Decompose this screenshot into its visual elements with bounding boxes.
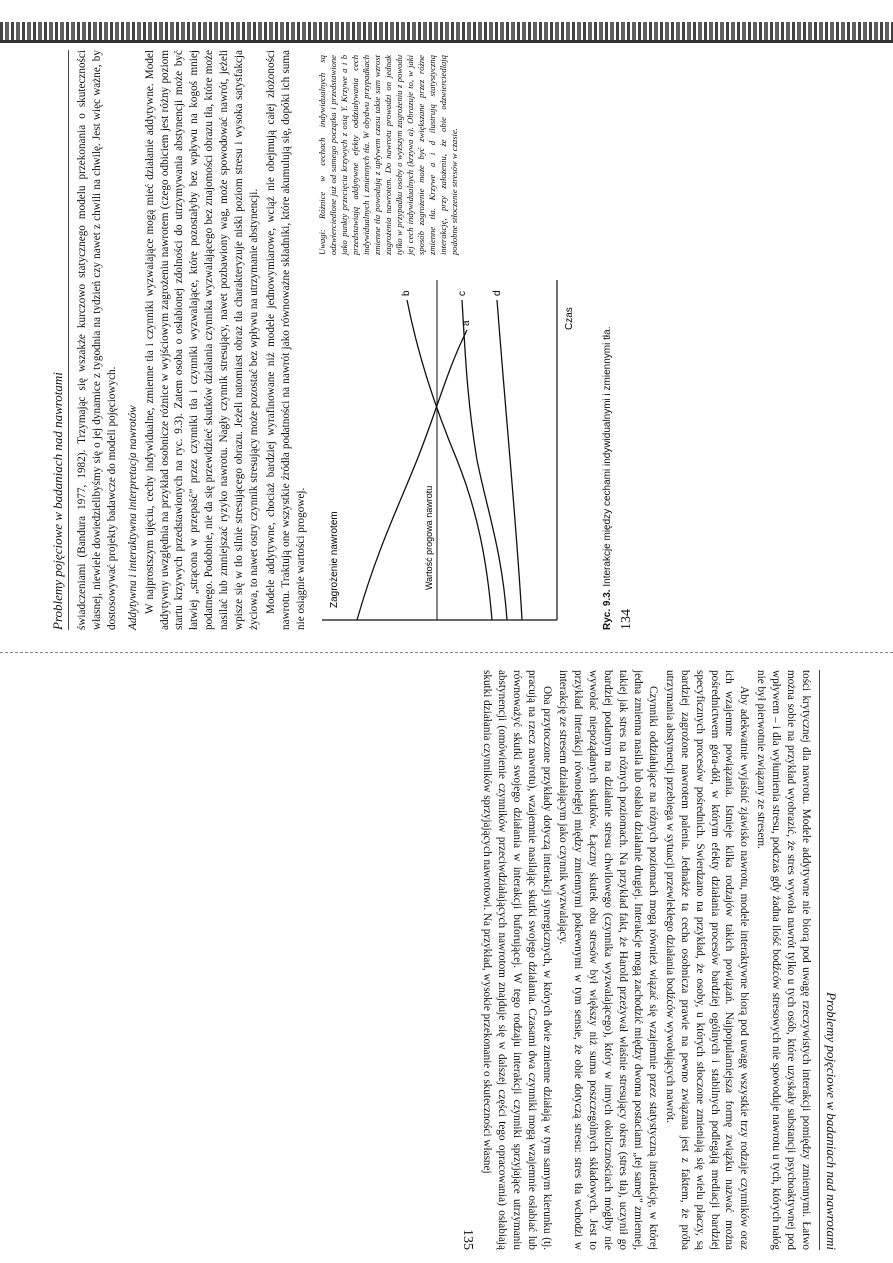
running-head: Problemy pojęciowe w badaniach nad nawrotami (50, 372, 65, 630)
running-head: Problemy pojęciowe w badaniach nad nawrotami (824, 992, 839, 1250)
section-title: Addytywna i interaktywna interpretacja nawrotów (126, 405, 139, 630)
scan-artifact-line (0, 40, 893, 43)
curve-label-d: d (491, 290, 503, 296)
curve-b (407, 300, 492, 620)
paragraph: W najprostszym ujęciu, cechy indywidualne, zmienne tła i czynniki wyzwalające mogą mieć działanie addytywne. Model addytywny uwzględnia na przykład osobnicze różnice w wyjściowym zagrożeniu nawrotem (czego odbiciem jest różny poziom startu krzywych przedstawionych na ryc. 9.3). Zatem osoba o osłabionej zdolności do utrzymywania abstynencji może być łatwiej „strącona w przepaść” przez czynniki tła i czynniki wyzwalające, które pozostałyby bez wpływu na kogoś mniej podatnego. Podobnie, nie da się przewidzieć skutków działania czynnika wyzwalającego bez znajomości obrazu tła, które może nasilać lub zmniejszać ryzyko nawrotu. Nagły czynnik stresujący, nawet pozbawiony wag, może spowodować nawrót, jeżeli wpisze się w tło silnie stresującego obrazu. Jeżeli natomiast obraz tła charakteryzuje niski poziom stresu i wysoka satysfakcja życiowa, to nawet ostry czynnik stresujący może pozostać bez wpływu na utrzymanie abstynencji. (143, 50, 260, 630)
figure-chart (317, 270, 577, 630)
x-axis-title: Czas (563, 307, 575, 330)
figure-caption-text: Interakcje między cechami indywidualnymi i zmiennymi tła. (601, 326, 613, 587)
left-page (50, 50, 870, 630)
figure-caption-label: Ryc. 9.3. (601, 589, 613, 630)
paragraph: Czynniki oddziałujące na różnych poziomach mogą również wiązać się wzajemnie przez statystyczną interakcję, w której jedna zmienna nasila lub osłabia działanie drugiej. Interakcje mogą zachodzić między dwoma postaciami „tej samej” zmiennej, takiej jak stres na różnych poziomach. Na przykład fakt, że Harold przeżywał właśnie stresujący okres (stres tła), uczynił go bardziej podatnym na działanie stresu chwilowego (czynnika wyzwalającego), który w innych okolicznościach mógłby nie wywołać niepożądanych skutków. Łączny skutek obu stresów był większy niż suma poszczególnych składowych. Jest to przykład interakcji równoległej między zmiennymi pokrewnymi w tym sensie, że obie dotyczą stresu: stres tła wchodzi w interakcję ze stresem działającym jako czynnik wyzwalający. (557, 670, 659, 1250)
figure (317, 50, 602, 630)
page-number: 135 (460, 1229, 476, 1250)
paragraph: Oba przytoczone przykłady dotyczą interakcji synergicznych, w których dwie zmienne działają w tym samym kierunku (tj. pracują na rzecz nawrotu), wzajemnie nasilając skutki swojego działania. Czasami dwa czynniki mogą wzajemnie osłabiać lub równoważyć skutki swojego działania w interakcji buforującej. W tego rodzaju interakcji czynniki sprzyjające utrzymaniu abstynencji (omówienie czynników przeciwdziałających nawrotom znajduje się w dalszej części tego opracowania) osłabiają skutki działania czynników sprzyjających nawrotowi. Na przykład, wysokie przekonanie o skuteczności własnej (480, 670, 553, 1250)
figure-caption (602, 50, 613, 630)
figure-note: Uwagi: Różnice w cechach indywidualnych są odzwierciedlone już od samego początku i przedstawione jako punkty przecięcia krzywych z osią Y. Krzywe a i b przedstawiają addytywne efekty oddziaływania cech indywidualnych i zmiennych tła. W obydwu przypadkach zmienne tła powodują z upływem czasu takie sam wzrost zagrożenia nawrotem. Do nawrotu prowadzi on jednak tylko w przypadku osoby o wyższym zagrożeniu z powodu jej cech indywidualnych (krzywa a). Obrazuje to, w jaki sposób zagrożenie może być zwiększane przez różne zmienne tła. Krzywe a i d ilustrują statystyczną interakcję, przy założeniu, że obie odzwierciedlają podobne stłoczenie stresów w czasie. (316, 55, 459, 255)
page-number: 134 (618, 609, 634, 630)
threshold-label: Wartość progowa nawrotu (423, 485, 434, 590)
paragraph: tości krytycznej dla nawrotu. Modele addytywne nie biorą pod uwagę rzeczywistych interakcji pomiędzy zmiennymi. Łatwo można sobie na przykład wyobrazić, że stres wywoła nawrót tylko u tych osób, które uzyskały substancji psychoaktywnej pod wpływem – i dla wyłumienia stresu, podczas gdy żadna ilość bodźców stresowych nie spowoduje nawrotu u tych, których nałóg nie był pierwotnie związany ze stresem. (755, 670, 812, 1250)
curve-label-c: c (456, 291, 468, 296)
paragraph: świadczeniami (Bandura 1977, 1982). Trzymając się wszakże kurczowo statycznego modelu przekonania o skuteczności własnej, niewiele dowiedzielibyśmy się o jej dynamice z tygodnia na tydzień czy nawet z chwili na chwilę. Jest więc ważne, by dostosowywać projekty badawcze do modeli pojęciowych. (76, 50, 118, 630)
paragraph: Aby adekwatnie wyjaśnić zjawisko nawrotu, modele interaktywne biorą pod uwagę wszystkie trzy rodzaje czynników oraz ich wzajemne powiązania. Istnieje kilka rodzajów takich powiązań. Najpopularniejsza formę związku nazwać można pośrednictwem góra-dół, w którym efekty działania procesów bardziej ogólnych i stabilnych podlegają mediacji bardziej specyficznych procesów pośrednich. Swierdzano na przykład, że osoby, u których stłoczone zmieniają się wielu płaczy, są bardziej zagrożone nawrotem palenia. Jednakże ta cecha osobnicza prawie na pewno związana jest z faktem, że próba utrzymania abstynencji przebiega w sytuacji przewlekłego działania bodźców wywołujących nawrót. (663, 670, 751, 1250)
scan-artifact-top (0, 22, 893, 40)
curve-a (357, 330, 467, 620)
page-divider (0, 652, 893, 654)
curve-d (497, 300, 522, 620)
curve-label-b: b (400, 290, 412, 296)
curve-label-a: a (460, 320, 472, 326)
y-axis-title: Zagrożenie nawrotem (328, 511, 340, 608)
right-page (40, 670, 840, 1250)
paragraph: Modele addytywne, chociaż bardziej wyrafinowane niż modele jednowymiarowe, wciąż nie obejmują całej złożoności nawrotu. Traktują one wszystkie źródła podatności na nawrót jako równoważne składniki, które akumulują się, dopóki ich suma nie osiągnie wartości progowej. (264, 50, 307, 630)
